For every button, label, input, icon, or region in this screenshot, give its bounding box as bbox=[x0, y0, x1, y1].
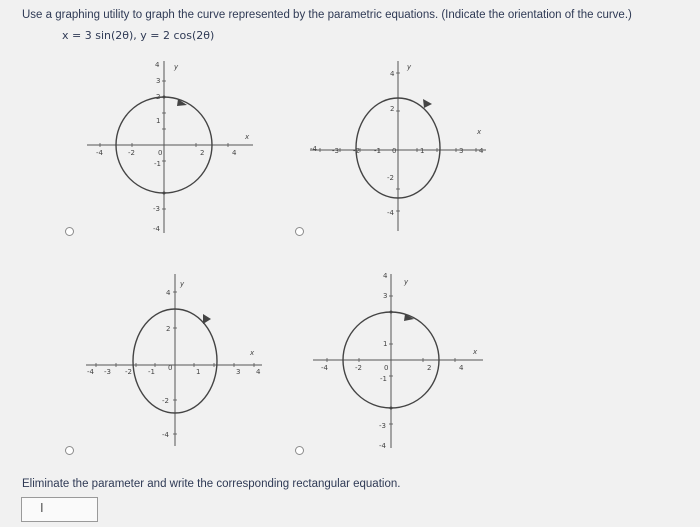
tick-y-4: 4 bbox=[383, 272, 388, 280]
radio-option-a[interactable] bbox=[65, 227, 74, 236]
tick-x-0: 0 bbox=[384, 364, 389, 372]
tick-y-2: 2 bbox=[166, 325, 171, 333]
tick-x-2: 2 bbox=[200, 149, 205, 157]
tick-x-neg4: -4 bbox=[87, 368, 94, 376]
tick-y-2: 2 bbox=[390, 105, 395, 113]
tick-y-neg2: -2 bbox=[387, 174, 394, 182]
rectangular-equation-input[interactable] bbox=[21, 497, 98, 522]
tick-x-2: 2 bbox=[427, 364, 432, 372]
tick-x-neg1: -1 bbox=[148, 368, 155, 376]
x-axis-label: x bbox=[473, 348, 478, 356]
question-prompt: Use a graphing utility to graph the curve represented by the parametric equations. (Indicate the orientation of the curve.) bbox=[22, 9, 632, 21]
tick-y-1: 1 bbox=[156, 117, 161, 125]
tick-x-4: 4 bbox=[459, 364, 464, 372]
text-cursor-icon: I bbox=[40, 500, 44, 515]
orientation-arrow bbox=[423, 99, 432, 108]
tick-x-neg3: -3 bbox=[332, 147, 339, 155]
tick-x-neg2: -2 bbox=[128, 149, 135, 157]
radio-option-b[interactable] bbox=[295, 227, 304, 236]
y-axis-label: y bbox=[407, 63, 412, 71]
graph-option-b bbox=[306, 55, 486, 235]
graph-option-a bbox=[75, 55, 255, 235]
x-axis-label: x bbox=[250, 349, 255, 357]
tick-x-4: 4 bbox=[232, 149, 237, 157]
tick-y-3: 3 bbox=[383, 292, 388, 300]
graph-option-c bbox=[82, 270, 262, 450]
tick-y-3: 3 bbox=[156, 77, 161, 85]
radio-option-c[interactable] bbox=[65, 446, 74, 455]
tick-x-neg4: -4 bbox=[310, 145, 317, 153]
tick-y-neg1: -1 bbox=[154, 160, 161, 168]
graph-d-svg bbox=[303, 270, 483, 450]
graph-b-svg bbox=[306, 55, 486, 235]
tick-x-neg4: -4 bbox=[96, 149, 103, 157]
eliminate-prompt: Eliminate the parameter and write the corresponding rectangular equation. bbox=[22, 478, 401, 490]
tick-x-1: 1 bbox=[196, 368, 201, 376]
tick-x-3: 3 bbox=[459, 147, 464, 155]
tick-y-4: 4 bbox=[155, 61, 160, 69]
tick-x-neg4: -4 bbox=[321, 364, 328, 372]
tick-y-neg1: -1 bbox=[380, 375, 387, 383]
graph-a-svg bbox=[75, 55, 255, 235]
tick-y-4: 4 bbox=[390, 70, 395, 78]
tick-y-2: 2 bbox=[156, 93, 161, 101]
tick-y-neg2: -2 bbox=[162, 397, 169, 405]
tick-x-neg2: -2 bbox=[355, 364, 362, 372]
tick-y-neg4: -4 bbox=[162, 431, 169, 439]
radio-option-d[interactable] bbox=[295, 446, 304, 455]
tick-y-neg4: -4 bbox=[387, 209, 394, 217]
graph-option-d bbox=[303, 270, 483, 450]
tick-x-neg1: -1 bbox=[374, 147, 381, 155]
tick-x-0: 0 bbox=[392, 147, 397, 155]
tick-x-4: 4 bbox=[479, 147, 484, 155]
y-axis-label: y bbox=[174, 63, 179, 71]
tick-y-neg4: -4 bbox=[379, 442, 386, 450]
tick-y-neg4: -4 bbox=[153, 225, 160, 233]
tick-x-neg2: -2 bbox=[353, 147, 360, 155]
y-axis-label: y bbox=[404, 278, 409, 286]
tick-y-4: 4 bbox=[166, 289, 171, 297]
x-axis-label: x bbox=[477, 128, 482, 136]
tick-x-neg3: -3 bbox=[104, 368, 111, 376]
tick-x-0: 0 bbox=[158, 149, 163, 157]
parametric-equation: x = 3 sin(2θ), y = 2 cos(2θ) bbox=[62, 29, 215, 42]
tick-x-3: 3 bbox=[236, 368, 241, 376]
tick-y-1: 1 bbox=[383, 340, 388, 348]
tick-x-neg2: -2 bbox=[125, 368, 132, 376]
y-axis-label: y bbox=[180, 280, 185, 288]
tick-y-neg3: -3 bbox=[153, 205, 160, 213]
orientation-arrow bbox=[203, 314, 211, 324]
tick-x-0: 0 bbox=[168, 364, 173, 372]
tick-x-1: 1 bbox=[420, 147, 425, 155]
graph-c-svg bbox=[82, 270, 262, 450]
tick-x-4: 4 bbox=[256, 368, 261, 376]
tick-y-neg3: -3 bbox=[379, 422, 386, 430]
x-axis-label: x bbox=[245, 133, 250, 141]
